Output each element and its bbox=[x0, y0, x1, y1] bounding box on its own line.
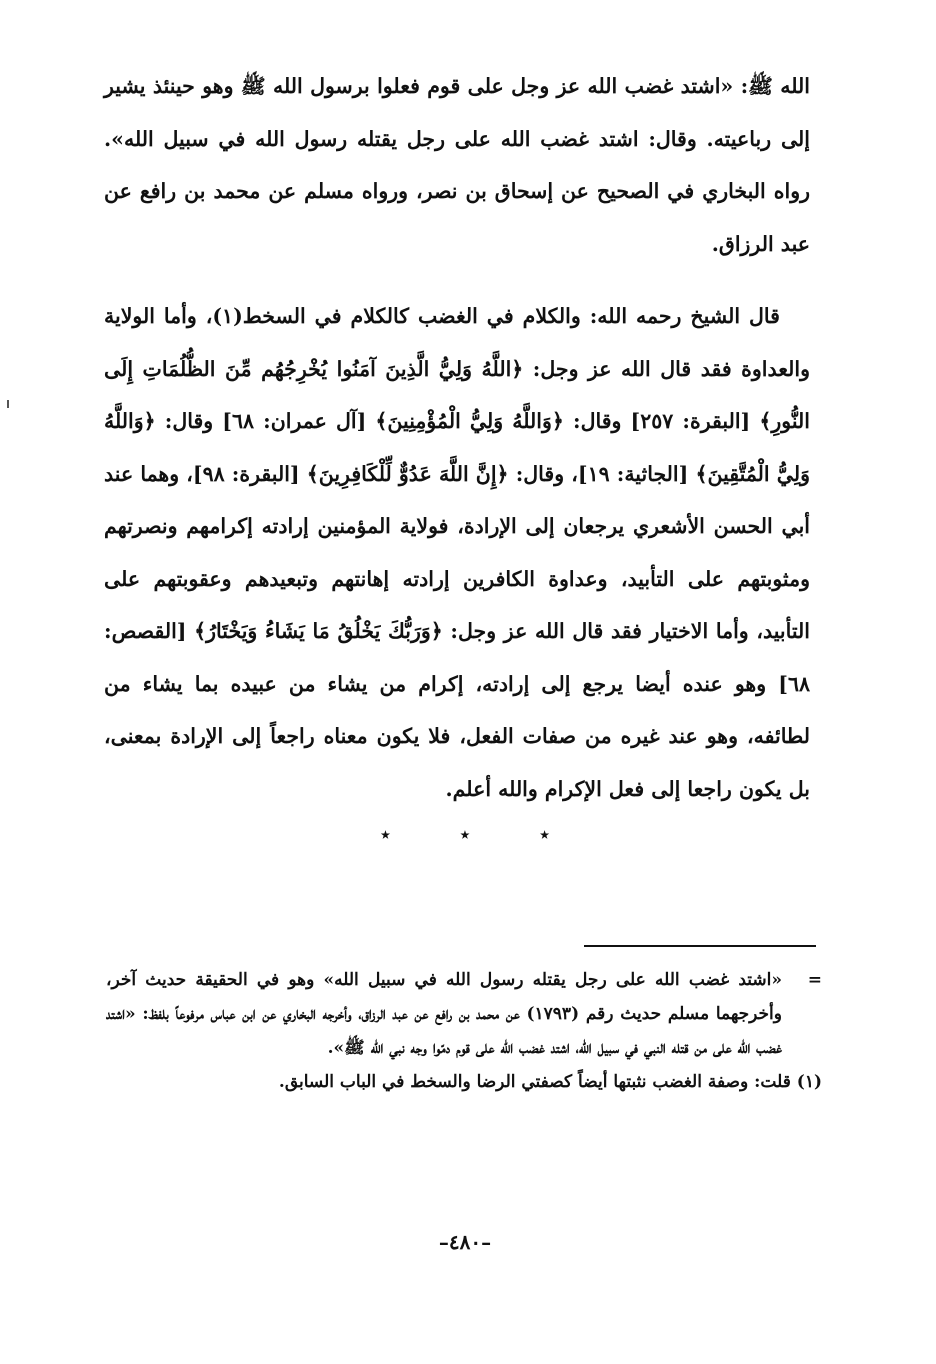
footnote-continuation bbox=[106, 963, 822, 1065]
separator-star: ٭ bbox=[380, 822, 391, 846]
separator-star: ٭ bbox=[459, 822, 471, 846]
footnote-1 bbox=[106, 1065, 822, 1099]
scan-edge-mark bbox=[7, 400, 9, 408]
section-separator bbox=[380, 822, 550, 852]
main-text-body bbox=[104, 60, 810, 815]
footnote-continuation-marker: = bbox=[807, 970, 822, 990]
footnote-1-text: (١) قلت: وصفة الغضب نثبتها أيضاً كصفتي الرضا والسخط في الباب السابق. bbox=[278, 1072, 822, 1092]
separator-star: ٭ bbox=[539, 822, 550, 846]
page-number: –٤٨٠– bbox=[438, 1230, 492, 1254]
footnote-continuation-text: «اشتد غضب الله على رجل يقتله رسول الله في سبيل الله» وهو في الحقيقة حديث آخر، وأخرجهما مسلم حديث رقم (١٧٩٣) عن محمد بن رافع عن عبد الرزاق، وأخرجه البخاري عن ابن عباس مرفوعاً بلفظ: «اشتد غضب الله على من قتله النبي في سبيل الله، اشتد غضب الله على قوم دمّوا وجه نبي الله ﷺ». bbox=[106, 970, 782, 1058]
footnotes-section bbox=[106, 963, 822, 1099]
paragraph-shaykh-commentary: قال الشيخ رحمه الله: والكلام في الغضب كالكلام في السخط(١)، وأما الولاية والعداوة فقد قال الله عز وجل: ﴿اللَّهُ وَلِيُّ الَّذِينَ آمَنُوا يُخْرِجُهُم مِّنَ الظُّلُمَاتِ إِلَى النُّورِ﴾ [البقرة: ٢٥٧] وقال: ﴿وَاللَّهُ وَلِيُّ الْمُؤْمِنِينَ﴾ [آل عمران: ٦٨] وقال: ﴿وَاللَّهُ وَلِيُّ الْمُتَّقِينَ﴾ [الجاثية: ١٩]، وقال: ﴿إِنَّ اللَّهَ عَدُوٌّ لِّلْكَافِرِينَ﴾ [البقرة: ٩٨]، وهما عند أبي الحسن الأشعري يرجعان إلى الإرادة، فولاية المؤمنين إرادته إكرامهم ونصرتهم ومثوبتهم على التأبيد، وعداوة الكافرين إرادته إهانتهم وتبعيدهم وعقوبتهم على التأبيد، وأما الاختيار فقد قال الله عز وجل: ﴿وَرَبُّكَ يَخْلُقُ مَا يَشَاءُ وَيَخْتَارُ﴾ [القصص: ٦٨] وهو عنده أيضا يرجع إلى إرادته، إكرام من يشاء من عبيده بما يشاء من لطائفه، وهو عند غيره من صفات الفعل، فلا يكون معناه راجعاً إلى الإرادة بمعنى، بل يكون راجعا إلى فعل الإكرام والله أعلم. bbox=[104, 304, 810, 801]
paragraph-hadith-continuation: الله ﷺ: «اشتد غضب الله عز وجل على قوم فعلوا برسول الله ﷺ وهو حينئذ يشير إلى رباعيته. وقال: اشتد غضب الله على رجل يقتله رسول الله في سبيل الله». رواه البخاري في الصحيح عن إسحاق بن نصر، ورواه مسلم عن محمد بن رافع عن عبد الرزاق. bbox=[104, 74, 810, 256]
footnote-divider bbox=[584, 945, 816, 947]
